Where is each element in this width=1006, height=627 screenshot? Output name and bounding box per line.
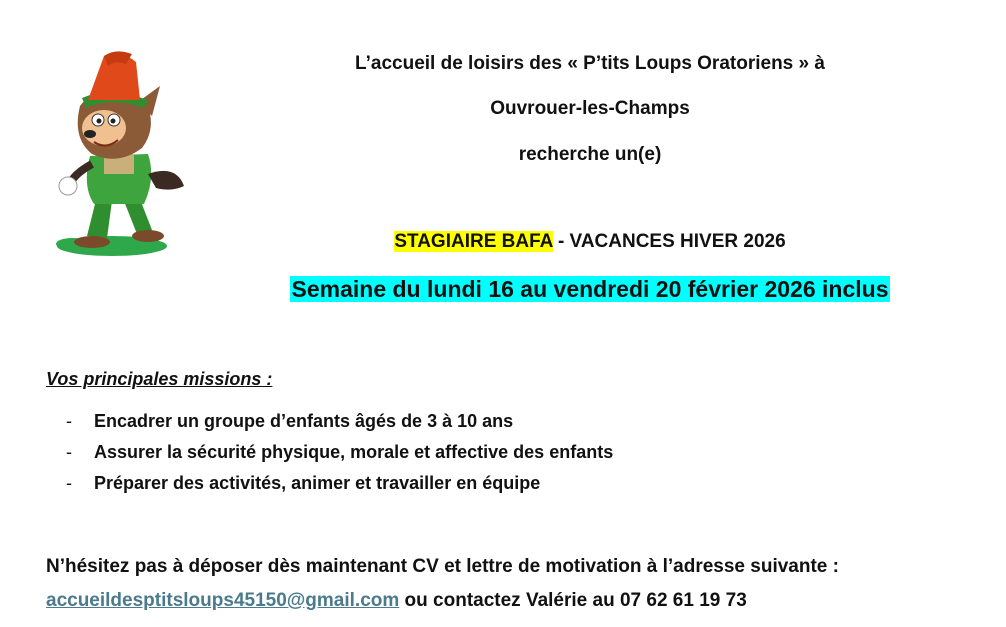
header-title-line-3: recherche un(e) bbox=[518, 144, 662, 165]
header-title-line-2: Ouvrouer-les-Champs bbox=[490, 98, 690, 119]
role-line bbox=[180, 230, 1000, 254]
role-highlight: STAGIAIRE BAFA bbox=[394, 231, 553, 252]
contact-details bbox=[46, 589, 747, 613]
contact-instructions: N’hésitez pas à déposer dès maintenant CV et lettre de motivation à l’adresse suivante : bbox=[46, 556, 839, 577]
week-highlight: Semaine du lundi 16 au vendredi 20 février 2026 inclus bbox=[291, 276, 889, 302]
list-item: - Encadrer un groupe d’enfants âgés de 3 à 10 ans bbox=[66, 406, 613, 437]
role-rest: - VACANCES HIVER 2026 bbox=[552, 231, 786, 252]
dash-bullet: - bbox=[66, 411, 72, 431]
header-title-line-1: L’accueil de loisirs des « P’tits Loups Oratoriens » à bbox=[355, 53, 825, 74]
list-item: - Assurer la sécurité physique, morale et affective des enfants bbox=[66, 437, 613, 468]
missions-heading: Vos principales missions : bbox=[46, 369, 273, 389]
contact-phone-text: ou contactez Valérie au 07 62 61 19 73 bbox=[399, 590, 747, 611]
week-line bbox=[180, 274, 1000, 304]
dash-bullet: - bbox=[66, 442, 72, 462]
wolf-mascot-icon bbox=[52, 46, 192, 266]
missions-list bbox=[66, 406, 613, 499]
list-item: - Préparer des activités, animer et travailler en équipe bbox=[66, 468, 613, 499]
dash-bullet: - bbox=[66, 473, 72, 493]
email-link[interactable]: accueildesptitsloups45150@gmail.com bbox=[46, 590, 400, 611]
